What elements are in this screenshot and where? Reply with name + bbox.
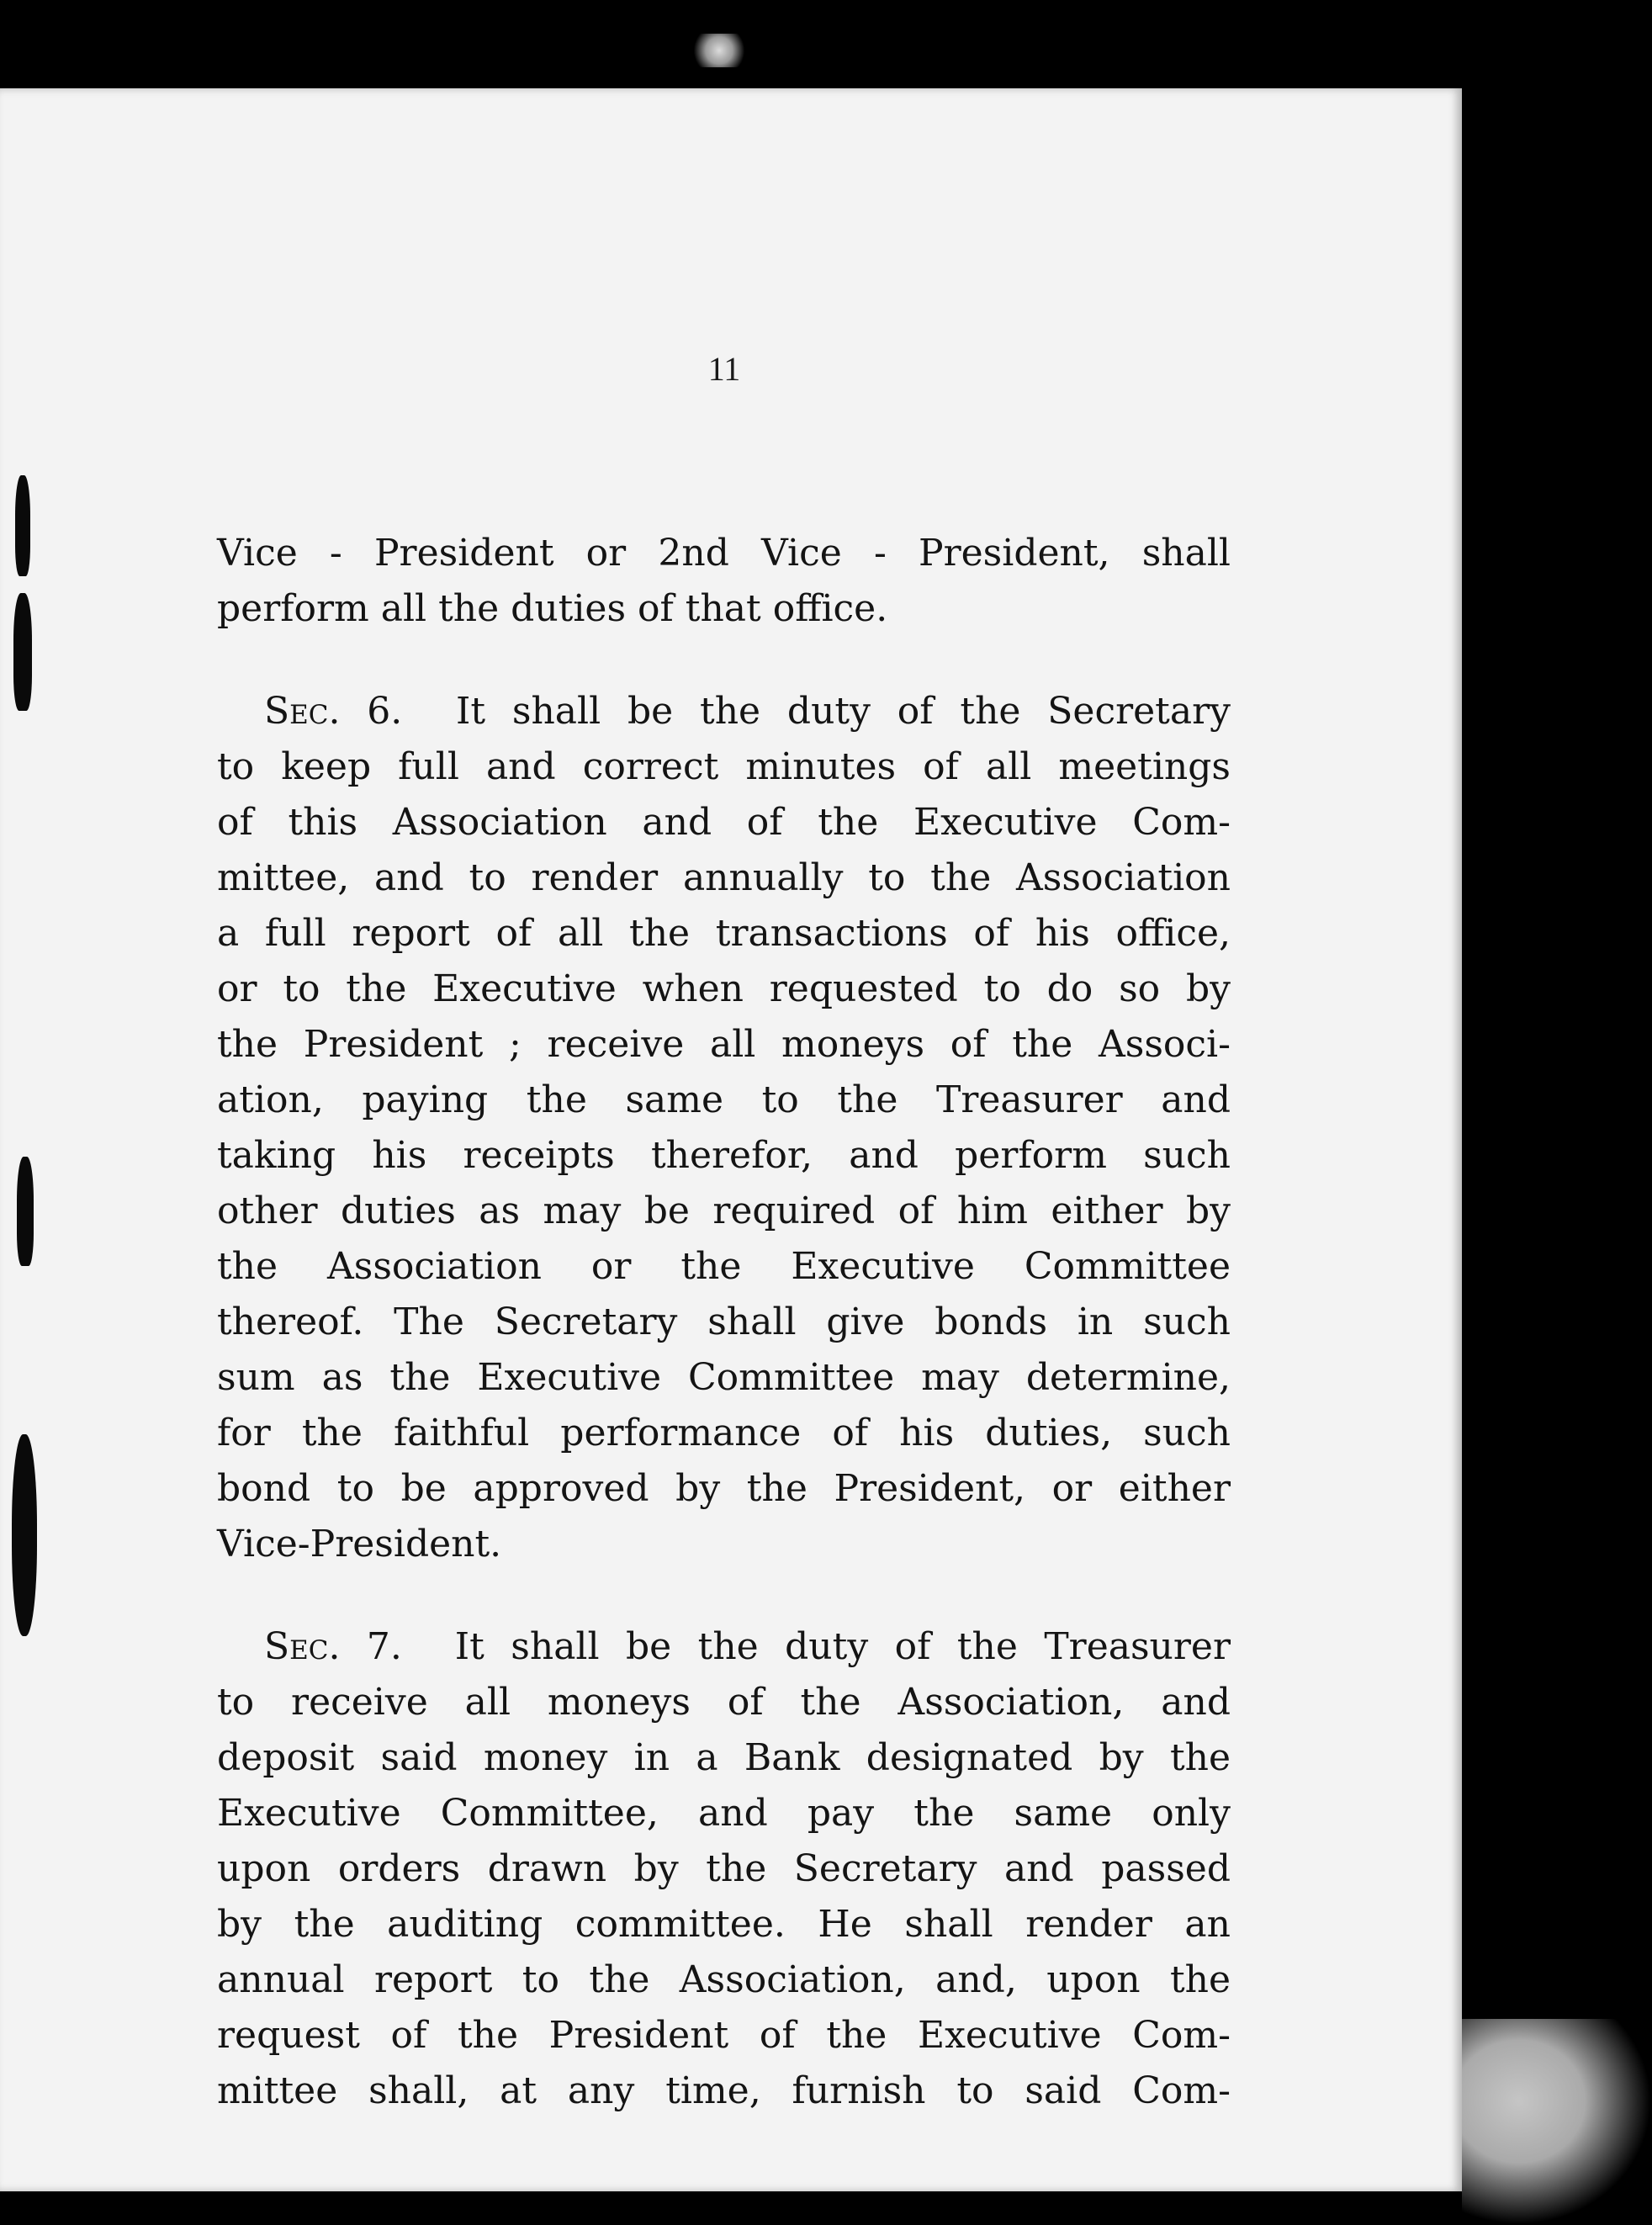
text-line: for the faithful performance of his duties, such xyxy=(217,1412,1231,1454)
paper-leaf xyxy=(0,88,1462,2191)
binding-mark xyxy=(15,475,30,576)
text-line: annual report to the Association, and, upon the xyxy=(217,1958,1231,2001)
paragraph-section-7 xyxy=(217,1619,1231,2119)
text-line: ation, paying the same to the Treasurer and xyxy=(217,1078,1231,1121)
text-line xyxy=(217,684,1231,739)
text-line: Executive Committee, and pay the same only xyxy=(217,1792,1231,1835)
torn-corner xyxy=(1462,2019,1652,2225)
text-line: by the auditing committee. He shall render an xyxy=(217,1903,1231,1946)
page-number: 11 xyxy=(707,350,741,388)
text-line: other duties as may be required of him either by xyxy=(217,1189,1231,1232)
text-line: thereof. The Secretary shall give bonds in such xyxy=(217,1301,1231,1343)
text-line: a full report of all the transactions of his office, xyxy=(217,912,1231,955)
paragraph-continuation xyxy=(217,526,1231,637)
section-heading: Sec. 6. xyxy=(264,690,403,733)
text-line: Vice - President or 2nd Vice - President, shall xyxy=(217,532,1231,575)
text-line: or to the Executive when requested to do so by xyxy=(217,967,1231,1010)
text-line: to receive all moneys of the Association, and xyxy=(217,1681,1231,1724)
binding-mark xyxy=(12,1434,37,1636)
scan-artifact xyxy=(690,34,749,67)
text-line: taking his receipts therefor, and perform such xyxy=(217,1134,1231,1177)
text-line-content: It shall be the duty of the Secretary xyxy=(455,690,1231,733)
text-line: mittee, and to render annually to the Association xyxy=(217,856,1231,899)
text-line: upon orders drawn by the Secretary and passed xyxy=(217,1847,1231,1890)
binding-mark xyxy=(17,1157,34,1266)
text-line: bond to be approved by the President, or either xyxy=(217,1467,1231,1510)
text-line: request of the President of the Executive Com- xyxy=(217,2014,1231,2057)
text-line: deposit said money in a Bank designated by the xyxy=(217,1736,1231,1779)
text-line: the President ; receive all moneys of the Associ- xyxy=(217,1023,1231,1066)
text-line: perform all the duties of that office. xyxy=(217,587,888,630)
text-line: sum as the Executive Committee may determine, xyxy=(217,1356,1231,1399)
binding-mark xyxy=(13,593,32,711)
text-line xyxy=(217,1619,1231,1675)
text-line: to keep full and correct minutes of all meetings xyxy=(217,745,1231,788)
body-text xyxy=(217,526,1231,2166)
section-heading: Sec. 7. xyxy=(264,1625,402,1668)
text-line-content: It shall be the duty of the Treasurer xyxy=(454,1625,1231,1668)
text-line: mittee shall, at any time, furnish to said Com- xyxy=(217,2069,1231,2112)
text-line: the Association or the Executive Committee xyxy=(217,1245,1231,1288)
text-line: of this Association and of the Executive Com- xyxy=(217,801,1231,844)
text-line: Vice-President. xyxy=(217,1523,502,1565)
paragraph-section-6 xyxy=(217,684,1231,1572)
